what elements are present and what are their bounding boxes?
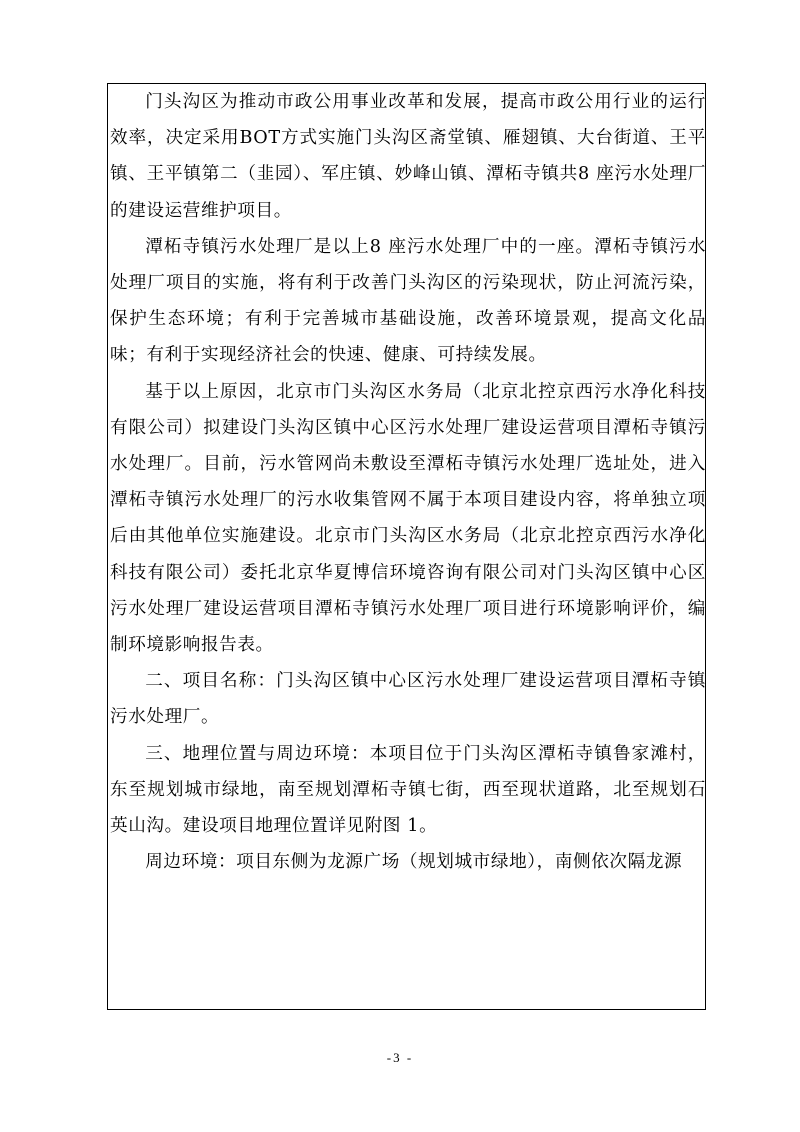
document-body — [110, 84, 706, 880]
paragraph-project-name: 二、项目名称：门头沟区镇中心区污水处理厂建设运营项目潭柘寺镇污水处理厂。 — [110, 671, 706, 728]
paragraph-project-background: 基于以上原因，北京市门头沟区水务局（北京北控京西污水净化科技有限公司）拟建设门头沟区镇中心区污水处理厂建设运营项目潭柘寺镇污水处理厂。目前，污水管网尚未敷设至潭柘寺镇污水处理厂选址处，进入潭柘寺镇污水处理厂的污水收集管网不属于本项目建设内容，将单独立项后由其他单位实施建设。北京市门头沟区水务局（北京北控京西污水净化科技有限公司）委托北京华夏博信环境咨询有限公司对门头沟区镇中心区污水处理厂建设运营项目潭柘寺镇污水处理厂项目进行环境影响评价，编制环境影响报告表。 — [110, 381, 706, 656]
page-number: -3 - — [386, 1050, 414, 1065]
paragraph-bot-project-intro: 门头沟区为推动市政公用事业改革和发展，提高市政公用行业的运行效率，决定采用BOT方式实施门头沟区斋堂镇、雁翅镇、大台街道、王平镇、王平镇第二（韭园）、军庄镇、妙峰山镇、潭柘寺镇共8 座污水处理厂的建设运营维护项目。 — [110, 92, 706, 221]
paragraph-tanzhesi-plant-benefits: 潭柘寺镇污水处理厂是以上8 座污水处理厂中的一座。潭柘寺镇污水处理厂项目的实施，将有利于改善门头沟区的污染现状，防止河流污染，保护生态环境；有利于完善城市基础设施，改善环境景观，提高文化品味；有利于实现经济社会的快速、健康、可持续发展。 — [110, 236, 706, 366]
paragraph-surroundings: 周边环境：项目东侧为龙源广场（规划城市绿地），南侧依次隔龙源 — [145, 852, 683, 873]
paragraph-location: 三、地理位置与周边环境：本项目位于门头沟区潭柘寺镇鲁家滩村，东至规划城市绿地，南至规划潭柘寺镇七街，西至现状道路，北至规划石英山沟。建设项目地理位置详见附图 1。 — [110, 743, 706, 837]
